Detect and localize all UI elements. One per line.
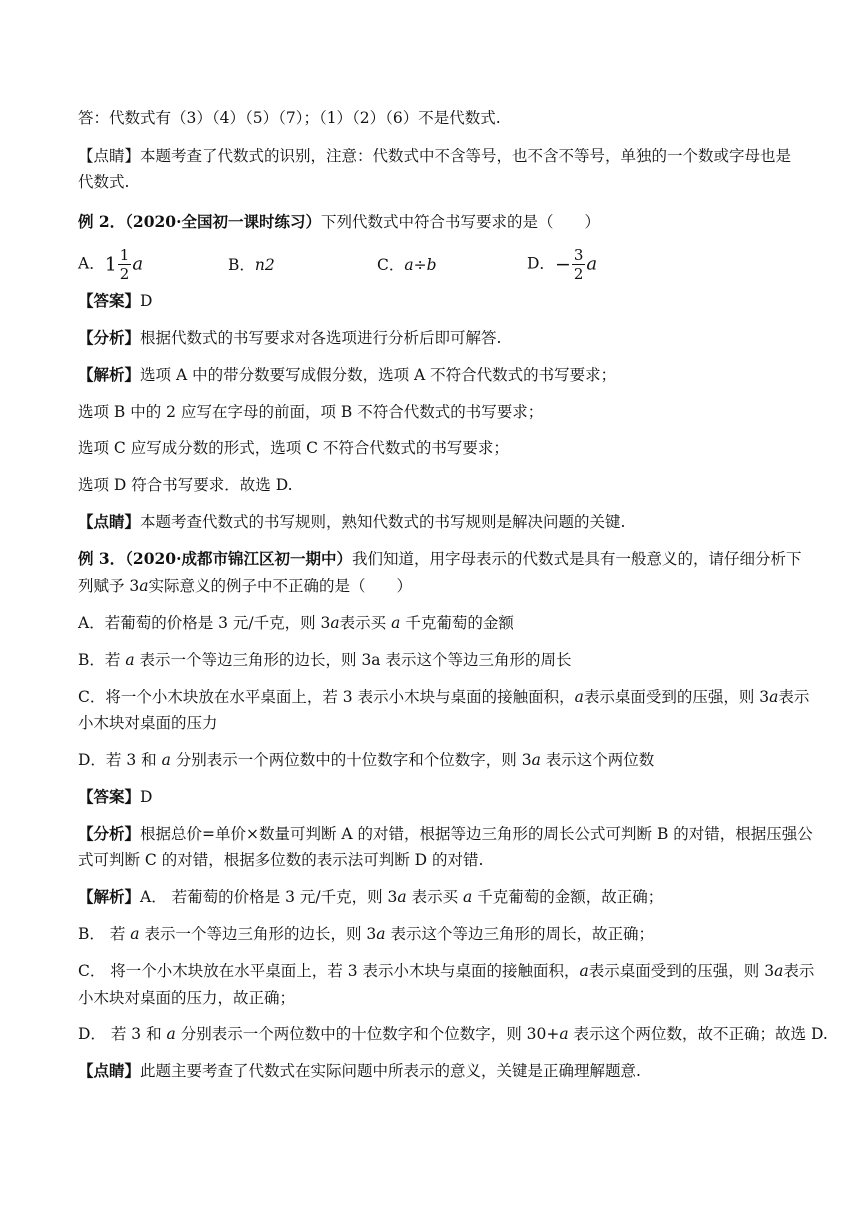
answer-2 xyxy=(78,290,800,312)
option-a-variable: a xyxy=(132,253,144,275)
option-c-expr: a÷b xyxy=(404,256,437,274)
variable-a: a xyxy=(574,688,584,706)
solution-2-tag: 【解析】 xyxy=(78,365,141,384)
solution-2-line-1 xyxy=(78,364,800,386)
option-d-variable: a xyxy=(586,253,598,275)
text-span: 表示买 xyxy=(411,888,459,906)
option-a-whole: 1 xyxy=(104,253,117,276)
answer-3-tag: 【答案】 xyxy=(78,787,141,806)
option-a-numerator: 1 xyxy=(119,246,130,264)
variable-a: a xyxy=(769,688,779,706)
answer-line: 答：代数式有（3）（4）（5）（7）；（1）（2）（6）不是代数式. xyxy=(78,109,501,127)
analysis-2-body: 根据代数式的书写要求对各选项进行分析后即可解答. xyxy=(140,329,502,347)
variable-a: a xyxy=(166,1025,176,1043)
text-span: 表示这个两位数，故不正确；故选 D. xyxy=(573,1025,828,1043)
solution-3-line-d xyxy=(78,1023,828,1045)
option-d xyxy=(527,246,597,283)
answer-2-tag: 【答案】 xyxy=(78,291,141,310)
solution-3-line-a xyxy=(78,886,800,908)
text-span: D． 若 3 和 xyxy=(78,1025,162,1043)
comment-2-body: 本题考查代数式的书写规则，熟知代数式的书写规则是解决问题的关键. xyxy=(140,513,626,531)
option-d-denominator: 2 xyxy=(573,265,584,283)
solution-3-line-c-2: 小木块对桌面的压力，故正确； xyxy=(78,989,296,1007)
comment-3 xyxy=(78,1060,800,1082)
text-span: 表示桌面受到的压强，则 3 xyxy=(583,688,770,706)
example-3-option-a xyxy=(78,612,800,634)
variable-a: a xyxy=(463,888,473,906)
variable-a: a xyxy=(579,962,589,980)
text-span: 表示一个等边三角形的边长，则 3 xyxy=(144,925,377,943)
variable-a: a xyxy=(397,888,407,906)
option-d-fraction xyxy=(572,246,586,283)
text-span: 表示 xyxy=(778,688,810,706)
example-2-question xyxy=(78,211,800,233)
solution-3-line-c-1 xyxy=(78,960,815,982)
text-span: A．若葡萄的价格是 3 元/千克，则 3 xyxy=(78,614,331,632)
example-3-question-2 xyxy=(78,575,800,597)
option-b-expr: n2 xyxy=(254,256,275,274)
text-span: 分别表示一个两位数中的十位数字和个位数字，则 30+ xyxy=(180,1025,560,1043)
analysis-3-line-2: 式可判断 C 的对错，根据多位数的表示法可判断 D 的对错. xyxy=(78,851,484,869)
solution-2-a: 选项 A 中的带分数要写成假分数，选项 A 不符合代数式的书写要求； xyxy=(140,366,617,384)
comment-3-tag: 【点睛】 xyxy=(78,1061,141,1080)
text-span: 表示买 xyxy=(339,614,387,632)
example-3-stem-1: 我们知道，用字母表示的代数式是具有一般意义的，请仔细分析下 xyxy=(351,550,802,568)
variable-a: a xyxy=(559,1025,569,1043)
option-b-label: B． xyxy=(228,256,255,274)
variable-a: a xyxy=(125,651,135,669)
comment-2-tag: 【点睛】 xyxy=(78,512,141,531)
answer-3-value: D xyxy=(140,788,153,806)
text-span: 表示一个等边三角形的边长，则 3a 表示这个等边三角形的周长 xyxy=(139,651,572,669)
comment-3-body: 此题主要考查了代数式在实际问题中所表示的意义，关键是正确理解题意. xyxy=(140,1062,641,1080)
text-span: 表示桌面受到的压强，则 3 xyxy=(588,962,775,980)
example-3-option-c-2: 小木块对桌面的压力 xyxy=(78,714,218,732)
option-a-fraction xyxy=(118,246,132,283)
text-span: 千克葡萄的金额 xyxy=(405,614,514,632)
text-span: 表示这个两位数 xyxy=(545,751,655,769)
analysis-3-body-1: 根据总价=单价×数量可判断 A 的对错，根据等边三角形的周长公式可判断 B 的对错，根据压强公 xyxy=(140,825,813,843)
comment-line-2: 代数式. xyxy=(78,173,130,191)
solution-3-tag: 【解析】 xyxy=(78,887,141,906)
option-a xyxy=(78,246,143,283)
text-span: B． 若 xyxy=(78,925,126,943)
text-span: D．若 3 和 xyxy=(78,751,157,769)
option-a-label: A． xyxy=(78,254,105,273)
variable-a: a xyxy=(130,925,140,943)
comment-line-1: 【点睛】本题考查了代数式的识别，注意：代数式中不含等号，也不含不等号，单独的一个数或字母也是 xyxy=(78,147,792,165)
answer-3 xyxy=(78,786,800,808)
analysis-2 xyxy=(78,327,800,349)
example-3-option-d xyxy=(78,749,800,771)
option-c xyxy=(377,254,437,276)
option-d-label: D． xyxy=(527,254,555,273)
analysis-3-line-1 xyxy=(78,823,813,845)
option-b xyxy=(228,254,275,276)
example-2-heading: 例 2．（2020·全国初一课时练习） xyxy=(78,212,321,231)
text-span: 表示 xyxy=(783,962,815,980)
text-span: 表示这个等边三角形的周长，故正确； xyxy=(390,925,654,943)
example-3-heading: 例 3．（2020·成都市锦江区初一期中） xyxy=(78,549,352,568)
variable-a: a xyxy=(139,577,149,595)
option-d-sign: − xyxy=(554,253,571,276)
text-span: C．将一个小木块放在水平桌面上，若 3 表示小木块与桌面的接触面积， xyxy=(78,688,575,706)
text-span: B．若 xyxy=(78,651,121,669)
solution-2-line-3: 选项 C 应写成分数的形式，选项 C 不符合代数式的书写要求； xyxy=(78,439,509,457)
text-span: 千克葡萄的金额，故正确； xyxy=(477,888,664,906)
option-d-numerator: 3 xyxy=(573,246,584,264)
solution-2-line-4: 选项 D 符合书写要求．故选 D. xyxy=(78,476,293,494)
comment-2 xyxy=(78,511,800,533)
text-span: 分别表示一个两位数中的十位数字和个位数字，则 3 xyxy=(175,751,532,769)
text-span: 列赋予 3 xyxy=(78,577,140,595)
answer-2-value: D xyxy=(140,292,153,310)
variable-a: a xyxy=(391,614,401,632)
text-span: C． 将一个小木块放在水平桌面上，若 3 表示小木块与桌面的接触面积， xyxy=(78,962,580,980)
variable-a: a xyxy=(531,751,541,769)
variable-a: a xyxy=(161,751,171,769)
solution-3-line-b xyxy=(78,923,800,945)
variable-a: a xyxy=(330,614,340,632)
example-2-stem: 下列代数式中符合书写要求的是（ ） xyxy=(320,213,600,231)
example-3-option-c-1 xyxy=(78,686,810,708)
variable-a: a xyxy=(774,962,784,980)
analysis-3-tag: 【分析】 xyxy=(78,824,141,843)
option-c-label: C． xyxy=(377,256,405,274)
example-3-option-b xyxy=(78,649,800,671)
example-3-question-1 xyxy=(78,548,800,570)
solution-2-line-2: 选项 B 中的 2 应写在字母的前面，项 B 不符合代数式的书写要求； xyxy=(78,403,544,421)
text-span: 实际意义的例子中不正确的是（ ） xyxy=(148,577,413,595)
variable-a: a xyxy=(376,925,386,943)
text-span: A． 若葡萄的价格是 3 元/千克，则 3 xyxy=(140,888,398,906)
option-a-denominator: 2 xyxy=(119,265,130,283)
analysis-2-tag: 【分析】 xyxy=(78,328,141,347)
